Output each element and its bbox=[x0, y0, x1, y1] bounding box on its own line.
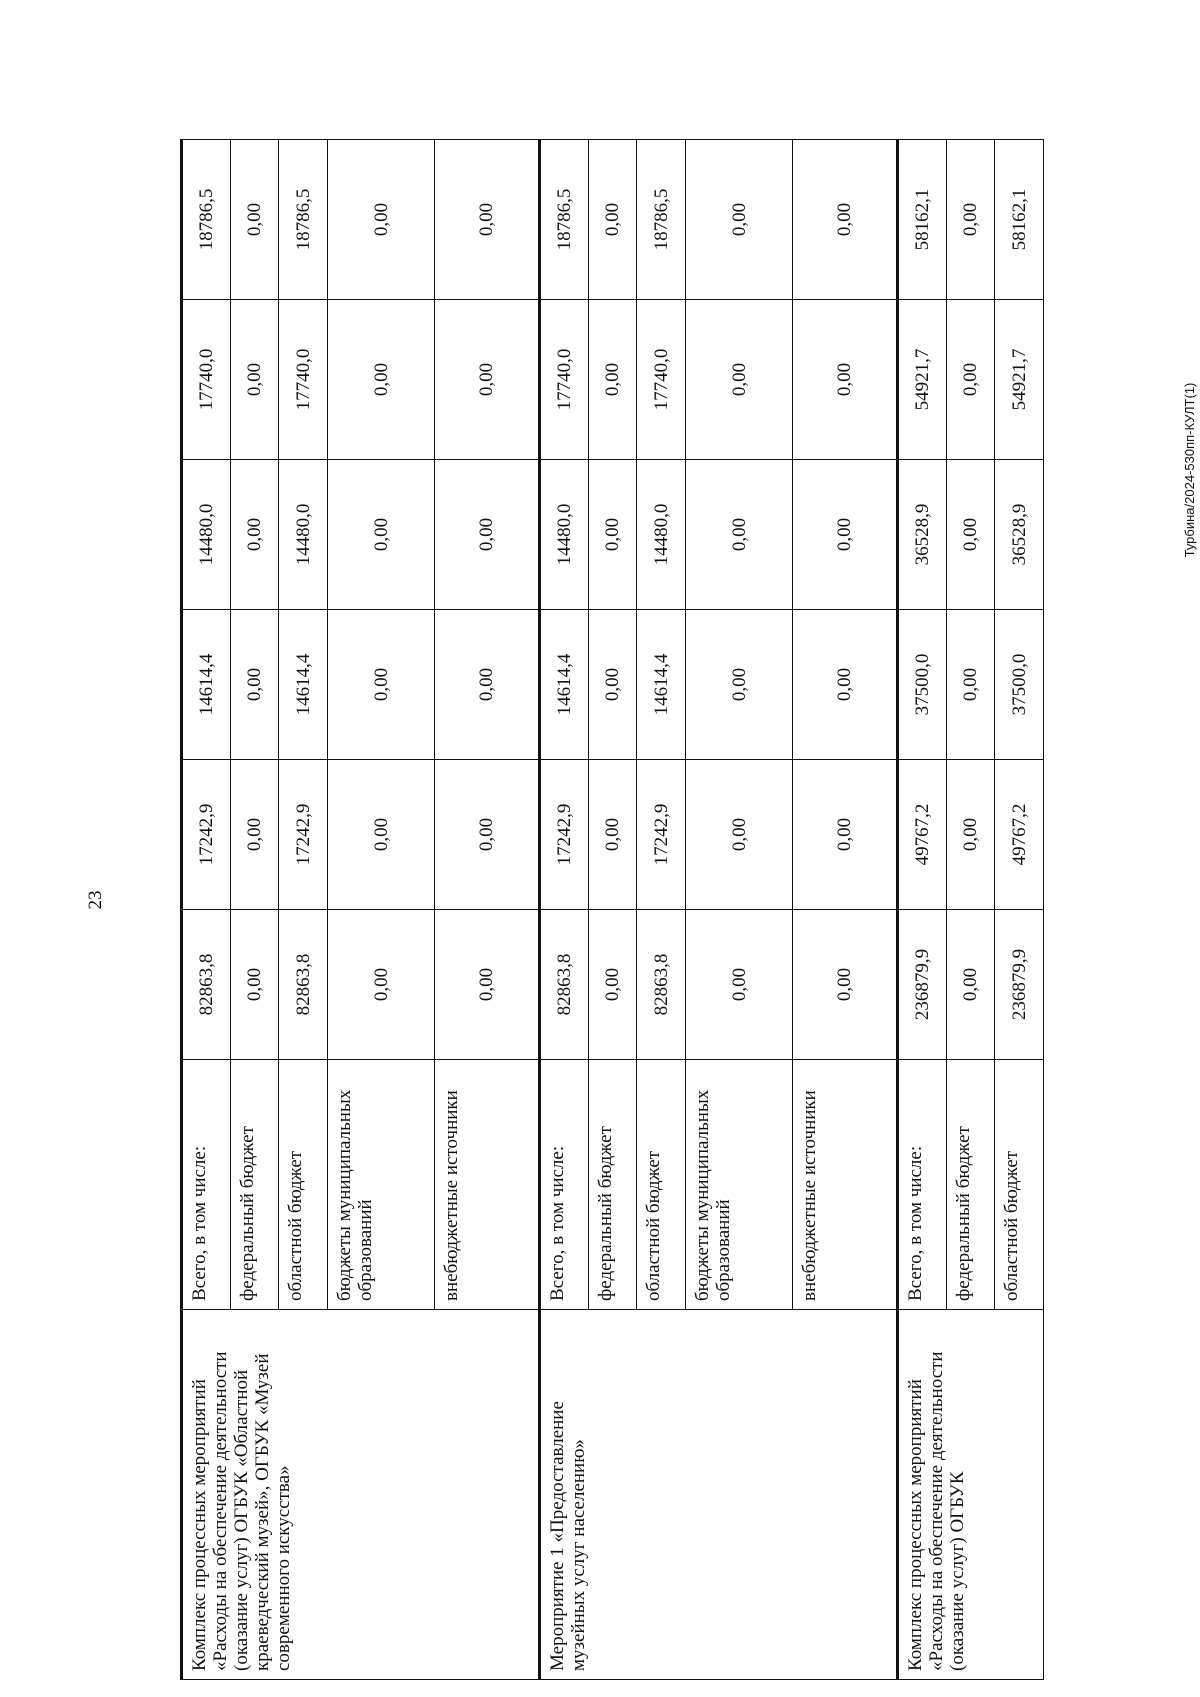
funding-source: областной бюджет bbox=[637, 1060, 686, 1310]
section-name: Мероприятие 1 «Предоставление музейных услуг населению» bbox=[539, 1310, 897, 1680]
budget-table-rotated bbox=[180, 140, 1044, 1680]
amount-cell: 14614,4 bbox=[279, 610, 328, 760]
funding-source: Всего, в том числе: bbox=[897, 1060, 946, 1310]
amount-cell: 37500,0 bbox=[995, 610, 1044, 760]
amount-cell: 0,00 bbox=[435, 910, 540, 1060]
section-name: Комплекс процессных мероприятий «Расходы на обеспечение деятельности (оказание услуг) ОГБУК bbox=[897, 1310, 1043, 1680]
amount-cell: 0,00 bbox=[328, 140, 435, 300]
amount-cell: 0,00 bbox=[685, 760, 792, 910]
amount-cell: 0,00 bbox=[328, 910, 435, 1060]
funding-source: федеральный бюджет bbox=[946, 1060, 995, 1310]
amount-cell: 0,00 bbox=[793, 760, 898, 910]
amount-cell: 0,00 bbox=[793, 910, 898, 1060]
amount-cell: 18786,5 bbox=[539, 140, 588, 300]
section-name: Комплекс процессных мероприятий «Расходы на обеспечение деятельности (оказание услуг) ОГБУК «Областной краеведческий музей», ОГБУК «Музей современного искусства» bbox=[182, 1310, 540, 1680]
amount-cell: 0,00 bbox=[685, 300, 792, 460]
amount-cell: 49767,2 bbox=[995, 760, 1044, 910]
amount-cell: 0,00 bbox=[946, 460, 995, 610]
funding-source: областной бюджет bbox=[995, 1060, 1044, 1310]
amount-cell: 0,00 bbox=[230, 460, 279, 610]
amount-cell: 0,00 bbox=[328, 460, 435, 610]
amount-cell: 236879,9 bbox=[897, 910, 946, 1060]
amount-cell: 17242,9 bbox=[279, 760, 328, 910]
amount-cell: 17740,0 bbox=[182, 300, 231, 460]
funding-source: внебюджетные источники bbox=[793, 1060, 898, 1310]
amount-cell: 0,00 bbox=[435, 460, 540, 610]
amount-cell: 0,00 bbox=[685, 460, 792, 610]
amount-cell: 14480,0 bbox=[539, 460, 588, 610]
amount-cell: 0,00 bbox=[328, 300, 435, 460]
amount-cell: 36528,9 bbox=[995, 460, 1044, 610]
amount-cell: 58162,1 bbox=[897, 140, 946, 300]
amount-cell: 17242,9 bbox=[539, 760, 588, 910]
amount-cell: 14614,4 bbox=[637, 610, 686, 760]
amount-cell: 0,00 bbox=[946, 610, 995, 760]
amount-cell: 0,00 bbox=[793, 460, 898, 610]
amount-cell: 0,00 bbox=[685, 910, 792, 1060]
amount-cell: 0,00 bbox=[230, 910, 279, 1060]
funding-source: Всего, в том числе: bbox=[182, 1060, 231, 1310]
amount-cell: 54921,7 bbox=[995, 300, 1044, 460]
footer-code: Турбина/2024-530пп-КУЛТ(1) bbox=[1182, 382, 1197, 558]
amount-cell: 82863,8 bbox=[637, 910, 686, 1060]
amount-cell: 82863,8 bbox=[279, 910, 328, 1060]
budget-table bbox=[180, 139, 1044, 1680]
table-row bbox=[182, 140, 231, 1680]
amount-cell: 0,00 bbox=[230, 300, 279, 460]
funding-source: федеральный бюджет bbox=[230, 1060, 279, 1310]
table-row bbox=[897, 140, 946, 1680]
amount-cell: 0,00 bbox=[588, 760, 637, 910]
amount-cell: 0,00 bbox=[588, 910, 637, 1060]
funding-source: бюджеты муниципальных образований bbox=[685, 1060, 792, 1310]
amount-cell: 58162,1 bbox=[995, 140, 1044, 300]
amount-cell: 54921,7 bbox=[897, 300, 946, 460]
amount-cell: 17740,0 bbox=[637, 300, 686, 460]
amount-cell: 0,00 bbox=[588, 610, 637, 760]
amount-cell: 0,00 bbox=[435, 610, 540, 760]
funding-source: областной бюджет bbox=[279, 1060, 328, 1310]
amount-cell: 0,00 bbox=[588, 460, 637, 610]
amount-cell: 14614,4 bbox=[182, 610, 231, 760]
amount-cell: 37500,0 bbox=[897, 610, 946, 760]
amount-cell: 0,00 bbox=[946, 760, 995, 910]
amount-cell: 0,00 bbox=[793, 140, 898, 300]
amount-cell: 14614,4 bbox=[539, 610, 588, 760]
funding-source: Всего, в том числе: bbox=[539, 1060, 588, 1310]
amount-cell: 0,00 bbox=[793, 300, 898, 460]
amount-cell: 0,00 bbox=[230, 760, 279, 910]
amount-cell: 0,00 bbox=[328, 610, 435, 760]
amount-cell: 14480,0 bbox=[279, 460, 328, 610]
amount-cell: 236879,9 bbox=[995, 910, 1044, 1060]
amount-cell: 17242,9 bbox=[182, 760, 231, 910]
amount-cell: 0,00 bbox=[230, 140, 279, 300]
amount-cell: 0,00 bbox=[793, 610, 898, 760]
page-number: 23 bbox=[85, 890, 106, 910]
amount-cell: 0,00 bbox=[946, 300, 995, 460]
funding-source: федеральный бюджет bbox=[588, 1060, 637, 1310]
amount-cell: 14480,0 bbox=[637, 460, 686, 610]
amount-cell: 0,00 bbox=[946, 910, 995, 1060]
funding-source: бюджеты муниципальных образований bbox=[328, 1060, 435, 1310]
amount-cell: 49767,2 bbox=[897, 760, 946, 910]
amount-cell: 0,00 bbox=[435, 760, 540, 910]
amount-cell: 17740,0 bbox=[539, 300, 588, 460]
amount-cell: 0,00 bbox=[435, 300, 540, 460]
amount-cell: 0,00 bbox=[230, 610, 279, 760]
amount-cell: 36528,9 bbox=[897, 460, 946, 610]
amount-cell: 82863,8 bbox=[182, 910, 231, 1060]
amount-cell: 17242,9 bbox=[637, 760, 686, 910]
amount-cell: 0,00 bbox=[328, 760, 435, 910]
amount-cell: 0,00 bbox=[685, 610, 792, 760]
amount-cell: 0,00 bbox=[685, 140, 792, 300]
amount-cell: 0,00 bbox=[946, 140, 995, 300]
table-row bbox=[539, 140, 588, 1680]
amount-cell: 82863,8 bbox=[539, 910, 588, 1060]
amount-cell: 18786,5 bbox=[637, 140, 686, 300]
amount-cell: 14480,0 bbox=[182, 460, 231, 610]
amount-cell: 18786,5 bbox=[182, 140, 231, 300]
funding-source: внебюджетные источники bbox=[435, 1060, 540, 1310]
amount-cell: 18786,5 bbox=[279, 140, 328, 300]
amount-cell: 0,00 bbox=[435, 140, 540, 300]
amount-cell: 0,00 bbox=[588, 300, 637, 460]
amount-cell: 17740,0 bbox=[279, 300, 328, 460]
amount-cell: 0,00 bbox=[588, 140, 637, 300]
